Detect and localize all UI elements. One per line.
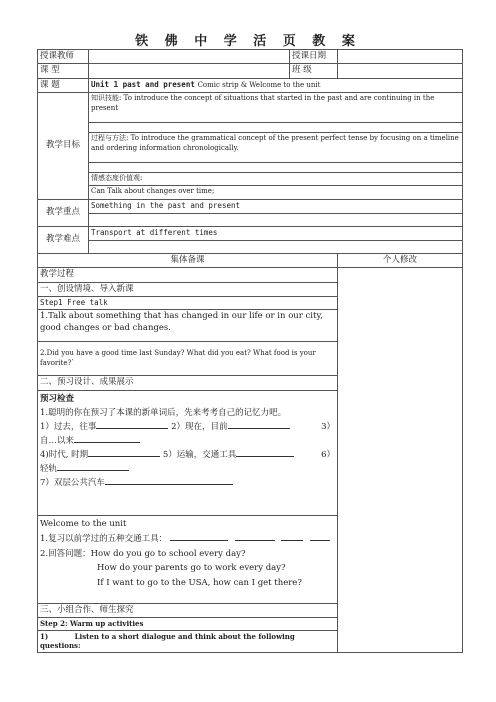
goal-spacer-2 bbox=[89, 163, 463, 173]
preview-item-5: 5）运输，交通工具 bbox=[162, 449, 237, 460]
key-point-value: Something in the past and present bbox=[89, 199, 463, 213]
goal-emotion-value: Can Talk about changes over time; bbox=[89, 185, 463, 199]
blank-2 bbox=[228, 420, 290, 429]
preview-row-4 bbox=[40, 462, 335, 476]
preview-item-6-text: 轻轨 bbox=[40, 463, 58, 474]
step2-title: Step 2: Warm up activities bbox=[38, 618, 338, 630]
welcome-blank-3 bbox=[281, 532, 303, 541]
blank-4 bbox=[88, 448, 160, 457]
preview-item-3-text: 自…以来 bbox=[40, 435, 75, 446]
welcome-blank-2 bbox=[235, 532, 275, 541]
welcome-q2-text-1: How do you go to school every day? bbox=[90, 548, 246, 559]
difficult-point-label: 教学难点 bbox=[38, 226, 89, 253]
welcome-q2 bbox=[40, 547, 335, 562]
difficult-point-value: Transport at different times bbox=[89, 226, 463, 240]
goal-knowledge: 知识技能: To introduce the concept of situations that started in the past and are continuing in the present bbox=[89, 93, 463, 123]
preview-row-3 bbox=[40, 448, 335, 462]
difficult-point-spacer bbox=[89, 240, 463, 253]
class-value bbox=[338, 64, 463, 78]
topic-value bbox=[89, 78, 463, 92]
preview-item-4: 4)时代, 时期 bbox=[40, 449, 89, 460]
preview-item-7: 7）双层公共汽车 bbox=[40, 477, 105, 488]
preview-check-block bbox=[38, 390, 338, 515]
teacher-value bbox=[89, 50, 290, 64]
section-3-title: 三、小组合作、师生探究 bbox=[38, 603, 338, 617]
listen-num: 1) bbox=[40, 631, 49, 641]
section-1-title: 一、创设情境、导入新课 bbox=[38, 282, 338, 296]
preview-row-5 bbox=[40, 476, 335, 490]
welcome-blank-1 bbox=[170, 532, 228, 541]
preview-row-2 bbox=[40, 434, 335, 448]
preview-item-6: 6） bbox=[321, 449, 335, 460]
personal-notes-column bbox=[338, 268, 463, 652]
column-side-header: 个人修改 bbox=[338, 253, 463, 267]
blank-5 bbox=[236, 448, 294, 457]
preview-item-2: 2）现在，目前 bbox=[171, 421, 228, 432]
welcome-q2-text-2: How do your parents go to work every day? bbox=[97, 563, 286, 574]
preview-title: 预习检查 bbox=[40, 393, 75, 404]
step1-question-1: 1.Talk about something that has changed in our life or in our city, good changes or bad changes. bbox=[38, 310, 338, 342]
goal-spacer-1 bbox=[89, 123, 463, 133]
goals-label: 教学目标 bbox=[38, 93, 89, 199]
blank-7 bbox=[105, 476, 233, 485]
listen-text: Listen to a short dialogue and think about the following questions: bbox=[40, 631, 295, 651]
preview-item-1: 1）过去，往事 bbox=[40, 421, 97, 432]
topic-rest: Comic strip & Welcome to the unit bbox=[197, 80, 321, 89]
goal-emotion-label: 情感态度价值观: bbox=[89, 173, 463, 185]
step1-title: Step1 Free talk bbox=[38, 297, 338, 310]
date-value bbox=[338, 50, 463, 64]
step1-question-2: 2.Did you have a good time last Sunday? What did you eat? What food is your favorite?` bbox=[38, 342, 338, 376]
welcome-q2-label: 2.回答问题： bbox=[40, 548, 91, 559]
welcome-q1-text: 1.复习以前学过的五种交通工具： bbox=[40, 533, 168, 544]
goal-process: 过程与方法: To introduce the grammatical concept of the present perfect tense by focusing on a timeline and ordering information chronologically. bbox=[89, 133, 463, 163]
key-point-spacer bbox=[89, 213, 463, 226]
preview-item-3: 3） bbox=[321, 421, 335, 432]
date-label: 授课日期 bbox=[290, 50, 338, 64]
key-point-label: 教学重点 bbox=[38, 199, 89, 226]
type-label: 课 型 bbox=[38, 64, 89, 78]
teacher-label: 授课教师 bbox=[38, 50, 89, 64]
class-label: 班 级 bbox=[290, 64, 338, 78]
topic-unit: Unit 1 past and present bbox=[91, 79, 195, 89]
blank-3 bbox=[74, 434, 140, 443]
page-title: 铁 佛 中 学 活 页 教 案 bbox=[135, 34, 361, 49]
topic-label: 课 题 bbox=[38, 78, 89, 92]
welcome-title: Welcome to the unit bbox=[40, 518, 127, 529]
type-value bbox=[89, 64, 290, 78]
preview-intro: 1.聪明的你在预习了本课的新单词后，先来考考自己的记忆力吧。 bbox=[40, 407, 287, 418]
blank-6 bbox=[57, 462, 129, 471]
welcome-block bbox=[38, 515, 338, 603]
preview-row-1 bbox=[40, 420, 335, 434]
column-main-header: 集体备课 bbox=[38, 253, 338, 267]
process-heading: 教学过程 bbox=[38, 268, 338, 282]
welcome-blank-4 bbox=[310, 532, 330, 541]
lesson-plan-table bbox=[37, 49, 463, 653]
welcome-q1 bbox=[40, 532, 335, 547]
listen-instruction bbox=[38, 630, 338, 652]
welcome-q2-text-3: If I want to go to the USA, how can I get there? bbox=[97, 578, 302, 589]
blank-1 bbox=[96, 420, 168, 429]
section-2-title: 二、预习设计、成果展示 bbox=[38, 376, 338, 390]
